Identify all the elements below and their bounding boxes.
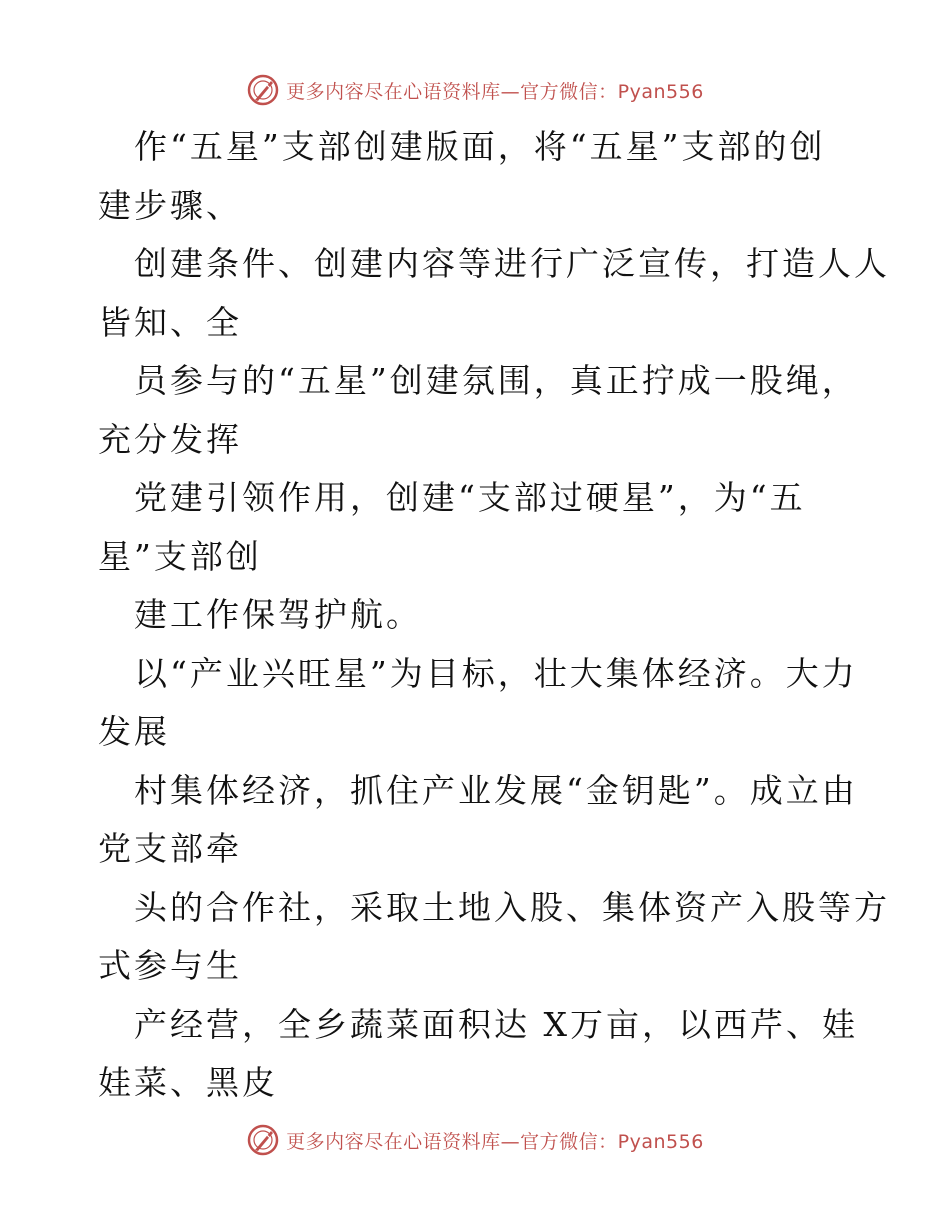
- body-line-8: 星”支部创: [98, 536, 262, 576]
- footer-banner-content: [246, 1123, 704, 1157]
- footer-banner: [0, 1120, 950, 1160]
- body-line-7: 党建引领作用，创建“支部过硬星”，为“五: [134, 478, 806, 517]
- footer-banner-text: 更多内容尽在心语资料库—官方微信：Pyan556: [286, 1130, 704, 1153]
- document-body: [98, 118, 890, 1113]
- quill-pen-logo-icon: [246, 1123, 280, 1157]
- header-banner: [0, 70, 950, 110]
- body-line-10: 以“产业兴旺星”为目标，壮大集体经济。大力: [134, 653, 858, 693]
- body-line-3: 创建条件、创建内容等进行广泛宣传，打造人人: [134, 244, 890, 283]
- body-line-17: 娃菜、黑皮: [98, 1063, 278, 1102]
- body-line-16: 产经营，全乡蔬菜面积达 X万亩，以西芹、娃: [134, 1004, 858, 1044]
- header-banner-content: [246, 73, 704, 107]
- quill-pen-logo-icon: [246, 73, 280, 107]
- body-line-4: 皆知、全: [98, 302, 242, 342]
- body-line-9: 建工作保驾护航。: [134, 595, 422, 634]
- body-line-11: 发展: [98, 712, 170, 751]
- body-line-5: 员参与的“五星”创建氛围，真正拧成一股绳，: [134, 361, 858, 400]
- body-line-13: 党支部牵: [98, 829, 242, 868]
- body-line-12: 村集体经济，抓住产业发展“金钥匙”。成立由: [134, 770, 858, 810]
- body-line-14: 头的合作社，采取土地入股、集体资产入股等方: [134, 887, 890, 927]
- header-banner-text: 更多内容尽在心语资料库—官方微信：Pyan556: [286, 80, 704, 103]
- body-line-2: 建步骤、: [98, 185, 242, 225]
- body-line-15: 式参与生: [98, 946, 242, 985]
- body-line-6: 充分发挥: [98, 419, 242, 459]
- body-line-1: 作“五星”支部创建版面，将“五星”支部的创: [134, 127, 826, 166]
